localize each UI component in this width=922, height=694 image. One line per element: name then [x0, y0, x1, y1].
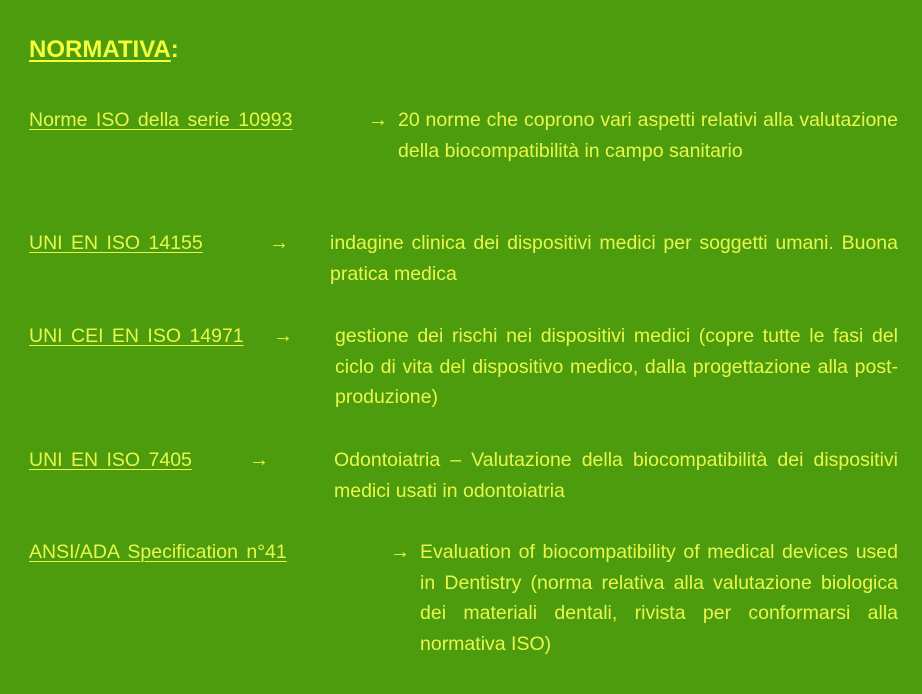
- page-title-colon: :: [170, 36, 179, 63]
- arrow-icon: →: [368, 109, 388, 131]
- description-text: indagine clinica dei dispositivi medici per soggetti umani. Buona pratica medica: [330, 232, 898, 285]
- arrow-icon: →: [273, 325, 293, 347]
- description-text: Evaluation of biocompatibility of medical devices used in Dentistry (norma relativa alla valutazione biologica dei materiali dentali, rivista per conformarsi alla normativa ISO): [420, 541, 898, 655]
- standard-uni-en-iso-14155: UNI EN ISO 14155: [29, 232, 203, 254]
- standard-ansi-ada-spec-41: ANSI/ADA Specification n°41: [29, 541, 287, 563]
- arrow-icon: →: [390, 541, 410, 563]
- description-ansi-ada-spec-41: [420, 537, 898, 659]
- standard-uni-en-iso-7405: UNI EN ISO 7405: [29, 449, 192, 471]
- standard-iso-10993: Norme ISO della serie 10993: [29, 109, 293, 131]
- description-text: 20 norme che coprono vari aspetti relativi alla valutazione della biocompatibilità in campo sanitario: [398, 109, 898, 162]
- description-text: Odontoiatria – Valutazione della biocompatibilità dei dispositivi medici usati in odontoiatria: [334, 449, 898, 502]
- page-title-text: NORMATIVA: [29, 36, 171, 63]
- arrow-icon: →: [269, 232, 289, 254]
- description-text: gestione dei rischi nei dispositivi medici (copre tutte le fasi del ciclo di vita del dispositivo medico, dalla progettazione alla post-produzione): [335, 325, 898, 408]
- description-uni-en-iso-14155: [330, 228, 898, 289]
- standard-uni-cei-en-iso-14971: UNI CEI EN ISO 14971: [29, 325, 244, 347]
- page-title: [29, 34, 179, 66]
- description-uni-en-iso-7405: [334, 445, 898, 506]
- description-iso-10993: [398, 105, 898, 166]
- description-uni-cei-en-iso-14971: [335, 321, 898, 413]
- arrow-icon: →: [249, 449, 269, 471]
